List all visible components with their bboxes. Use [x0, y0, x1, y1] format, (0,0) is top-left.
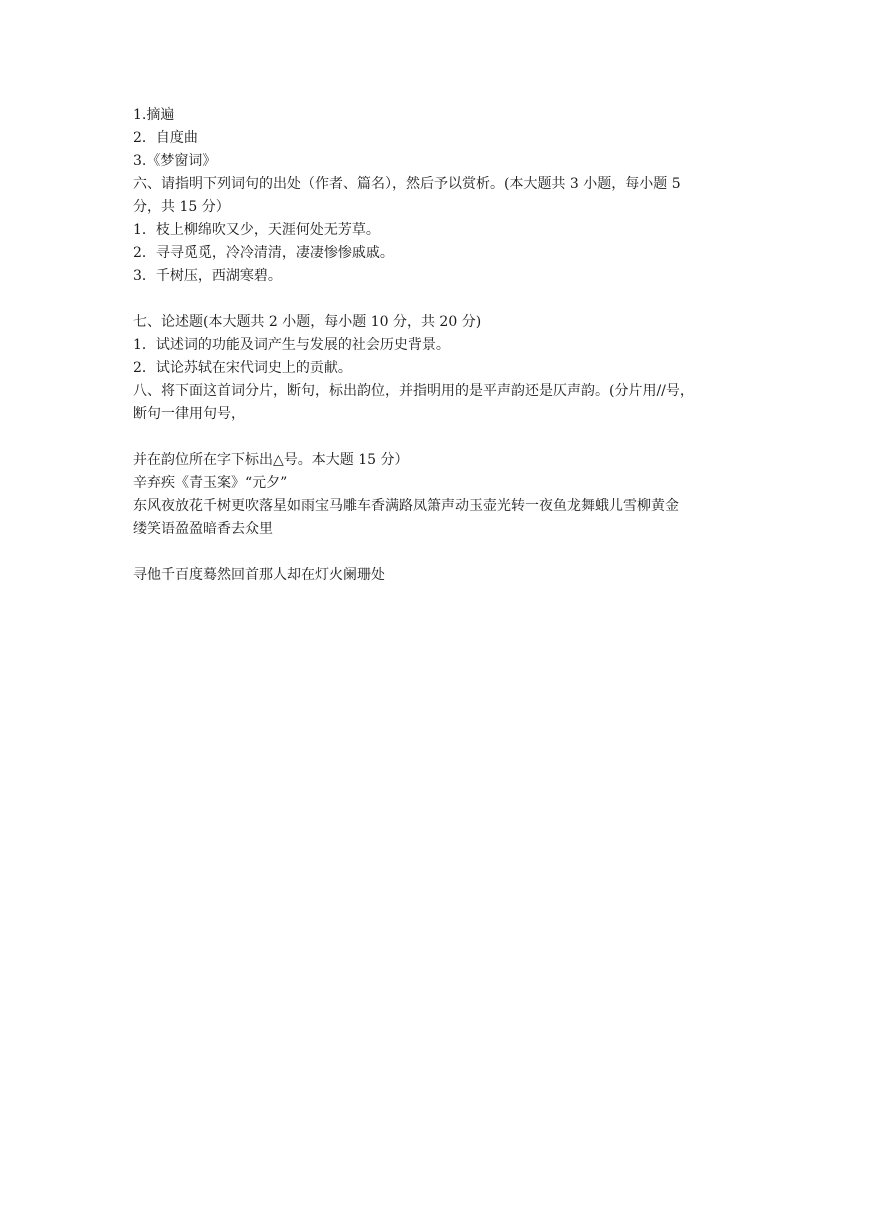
- section-8-heading: 八、将下面这首词分片，断句，标出韵位，并指明用的是平声韵还是仄声韵。(分片用//号，: [133, 383, 694, 399]
- question-6-1: 1．枝上柳绵吹又少，天涯何处无芳草。: [133, 222, 380, 238]
- question-7-2: 2．试论苏轼在宋代词史上的贡献。: [133, 360, 352, 376]
- question-6-2: 2．寻寻觅觅，冷冷清清，凄凄惨惨戚戚。: [133, 245, 394, 261]
- blank-line: [133, 288, 743, 311]
- poem-text-1: 东风夜放花千树更吹落星如雨宝马雕车香满路凤箫声动玉壶光转一夜鱼龙舞蛾儿雪柳黄金: [133, 498, 679, 514]
- item-3: 3.《梦窗词》: [133, 153, 217, 169]
- blank-line: [133, 541, 743, 564]
- section-8-instruction: 并在韵位所在字下标出△号。本大题 15 分）: [133, 452, 409, 468]
- item-1: 1.摘遍: [133, 107, 175, 123]
- section-8-heading-cont: 断句一律用句号，: [133, 406, 245, 422]
- poem-title: 辛弃疾《青玉案》“元夕”: [133, 475, 288, 491]
- item-2: 2．自度曲: [133, 130, 198, 146]
- poem-text-2: 缕笑语盈盈暗香去众里: [133, 521, 273, 537]
- section-6-heading-cont: 分，共 15 分）: [133, 199, 230, 215]
- question-6-3: 3．千树压，西湖寒碧。: [133, 268, 282, 284]
- poem-text-3: 寻他千百度蓦然回首那人却在灯火阑珊处: [133, 567, 385, 583]
- section-6-heading: 六、请指明下列词句的出处（作者、篇名），然后予以赏析。(本大题共 3 小题，每小题 5: [133, 176, 681, 192]
- blank-line: [133, 426, 743, 449]
- section-7-heading: 七、论述题(本大题共 2 小题，每小题 10 分，共 20 分): [133, 314, 482, 330]
- question-7-1: 1．试述词的功能及词产生与发展的社会历史背景。: [133, 337, 450, 353]
- document-body: [133, 104, 743, 587]
